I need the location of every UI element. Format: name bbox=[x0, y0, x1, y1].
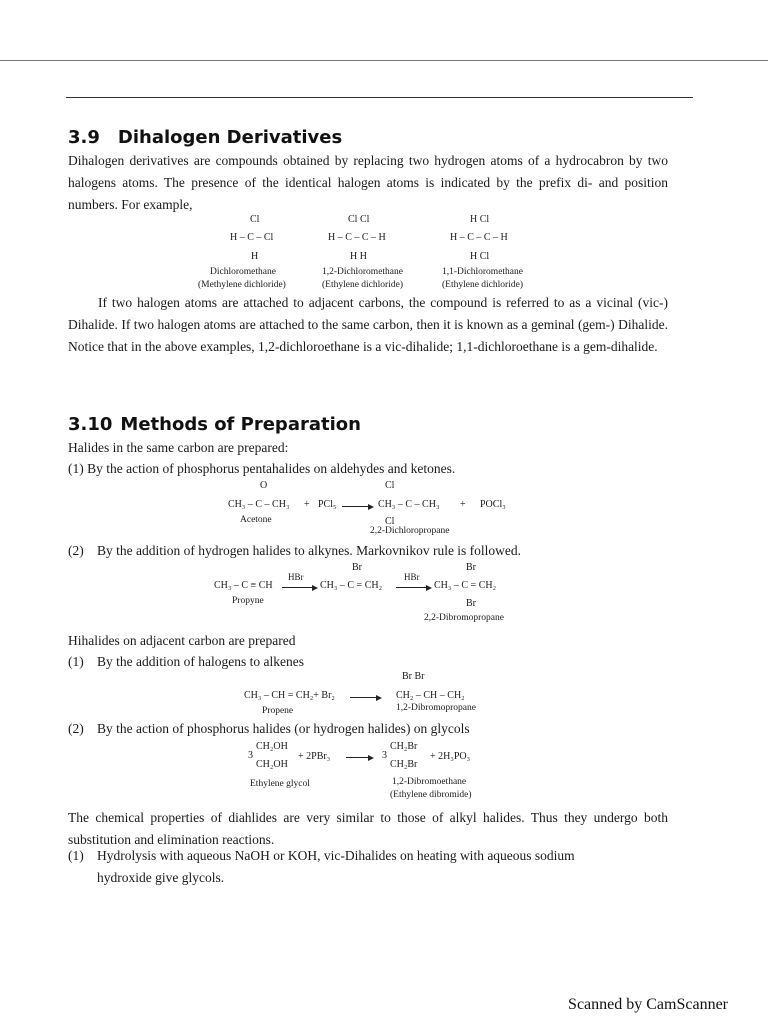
chlorine-bottom-label: Cl bbox=[385, 516, 395, 527]
reactant-formula: CH₃ – C – CH₃ bbox=[228, 499, 290, 510]
byproduct-formula: + 2H₃PO₃ bbox=[430, 751, 471, 762]
camscanner-watermark: Scanned by CamScanner bbox=[568, 996, 728, 1013]
structure-top: Cl bbox=[250, 214, 260, 225]
reactant-top: CH₂OH bbox=[256, 741, 288, 752]
plus-sign: + bbox=[304, 499, 310, 510]
structure-middle: H – C – C – H bbox=[450, 232, 508, 243]
header-rule bbox=[66, 97, 693, 98]
section-title-dihalogen bbox=[68, 127, 342, 148]
reaction-arrow bbox=[346, 757, 372, 758]
reaction-arrow bbox=[282, 587, 316, 588]
same-carbon-heading: Halides in the same carbon are prepared: bbox=[68, 440, 289, 455]
byproduct-formula: POCl₃ bbox=[480, 499, 506, 510]
product-name: 1,2-Dibromoethane bbox=[392, 777, 467, 787]
structure-name: Dichloromethane bbox=[210, 267, 276, 277]
product-name: 2,2-Dichloropropane bbox=[370, 526, 450, 536]
structure-name: 1,2-Dichloromethane bbox=[322, 267, 403, 277]
intro-paragraph: Dihalogen derivatives are compounds obtained by replacing two hydrogen atoms of a hydrocabron by two halogens atoms. The presence of the identical halogen atoms is indicated by the prefix di- and position numbers. For example, bbox=[68, 153, 668, 212]
chemical-properties-paragraph: The chemical properties of diahlides are very similar to those of alkyl halides. Thus they undergo both substitution and elimination reactions. bbox=[68, 810, 668, 847]
section-number: 3.9 bbox=[68, 127, 100, 148]
bromine-top-label: Br bbox=[466, 562, 476, 573]
reactant-name: Ethylene glycol bbox=[250, 779, 310, 789]
structure-common-name: (Methylene dichloride) bbox=[198, 280, 286, 290]
structure-bottom: H H bbox=[350, 251, 367, 262]
reactant-name: Propyne bbox=[232, 596, 264, 606]
method-number: (2) bbox=[68, 721, 84, 736]
hydrolysis-line-1: Hydrolysis with aqueous NaOH or KOH, vic-Dihalides on heating with aqueous sodium bbox=[97, 848, 575, 863]
coefficient: 3 bbox=[382, 750, 387, 761]
reagent-label: HBr bbox=[288, 572, 304, 582]
reaction-arrow bbox=[350, 697, 380, 698]
reactant-bottom: CH₂OH bbox=[256, 759, 288, 770]
adjacent-carbon-heading: Hihalides on adjacent carbon are prepared bbox=[68, 633, 296, 648]
reactant-name: Propene bbox=[262, 706, 294, 716]
section-title-text: Methods of Preparation bbox=[120, 414, 361, 435]
coefficient: 3 bbox=[248, 750, 253, 761]
reagent-label: HBr bbox=[404, 572, 420, 582]
structure-bottom: H bbox=[251, 251, 259, 262]
method-phosphorus-halides-glycols: By the action of phosphorus halides (or hydrogen halides) on glycols bbox=[97, 721, 470, 736]
product-top: CH₂Br bbox=[390, 741, 418, 752]
product-name: 2,2-Dibromopropane bbox=[424, 613, 504, 623]
reactant-formula: CH₃ – C ≡ CH bbox=[214, 580, 273, 591]
bromine-label: Br bbox=[352, 562, 362, 573]
product-formula: CH₃ – C = CH₂ bbox=[434, 580, 497, 591]
reaction-arrow bbox=[342, 506, 372, 507]
chlorine-top-label: Cl bbox=[385, 480, 395, 491]
plus-sign: + bbox=[460, 499, 466, 510]
vicinal-geminal-paragraph: If two halogen atoms are attached to adjacent carbons, the compound is referred to as a vicinal (vic-) Dihalide. If two halogen atoms are attached to the same carbon, then it is known as a geminal (gem-) Dihalide. Notice that in the above examples, 1,2-dichloroethane is a vic-dihalide; 1,1-dichloroethane is a gem-dihalide. bbox=[68, 295, 668, 354]
product-formula: CH₂ – CH – CH₂ bbox=[396, 690, 465, 701]
structure-top: Cl Cl bbox=[348, 214, 370, 225]
structure-middle: H – C – Cl bbox=[230, 232, 274, 243]
structure-middle: H – C – C – H bbox=[328, 232, 386, 243]
top-border-rule bbox=[0, 60, 768, 61]
reactant-name: Acetone bbox=[240, 515, 272, 525]
structure-top: H Cl bbox=[470, 214, 490, 225]
section-number: 3.10 bbox=[68, 414, 113, 435]
structure-name: 1,1-Dichloromethane bbox=[442, 267, 523, 277]
reactant-formula: CH₃ – CH = CH₂+ Br₂ bbox=[244, 690, 335, 701]
product-name: 1,2-Dibromopropane bbox=[396, 703, 476, 713]
method-halogens-alkenes: By the addition of halogens to alkenes bbox=[97, 654, 304, 669]
structure-common-name: (Ethylene dichloride) bbox=[442, 280, 523, 290]
section-title-text: Dihalogen Derivatives bbox=[117, 127, 343, 148]
product-bottom: CH₂Br bbox=[390, 759, 418, 770]
product-common-name: (Ethylene dibromide) bbox=[390, 790, 472, 800]
product-formula: CH₃ – C – CH₃ bbox=[378, 499, 440, 510]
reaction-arrow bbox=[396, 587, 430, 588]
hydrolysis-line-2: hydroxide give glycols. bbox=[97, 870, 225, 885]
method-pentahalides: (1) By the action of phosphorus pentahalides on aldehydes and ketones. bbox=[68, 461, 456, 476]
intermediate-formula: CH₃ – C = CH₂ bbox=[320, 580, 383, 591]
method-number: (2) bbox=[68, 543, 84, 558]
structure-bottom: H Cl bbox=[470, 251, 490, 262]
oxygen-label: O bbox=[260, 480, 268, 491]
reagent-formula: PCl₅ bbox=[318, 499, 337, 510]
structure-common-name: (Ethylene dichloride) bbox=[322, 280, 403, 290]
bromine-bottom-label: Br bbox=[466, 598, 476, 609]
bromine-labels: Br Br bbox=[402, 671, 425, 682]
section-title-methods bbox=[68, 414, 361, 435]
hydrolysis-number: (1) bbox=[68, 848, 84, 863]
reagent-formula: + 2PBr₃ bbox=[298, 751, 331, 762]
method-hydrogen-halides: By the addition of hydrogen halides to alkynes. Markovnikov rule is followed. bbox=[97, 543, 522, 558]
method-number: (1) bbox=[68, 654, 84, 669]
